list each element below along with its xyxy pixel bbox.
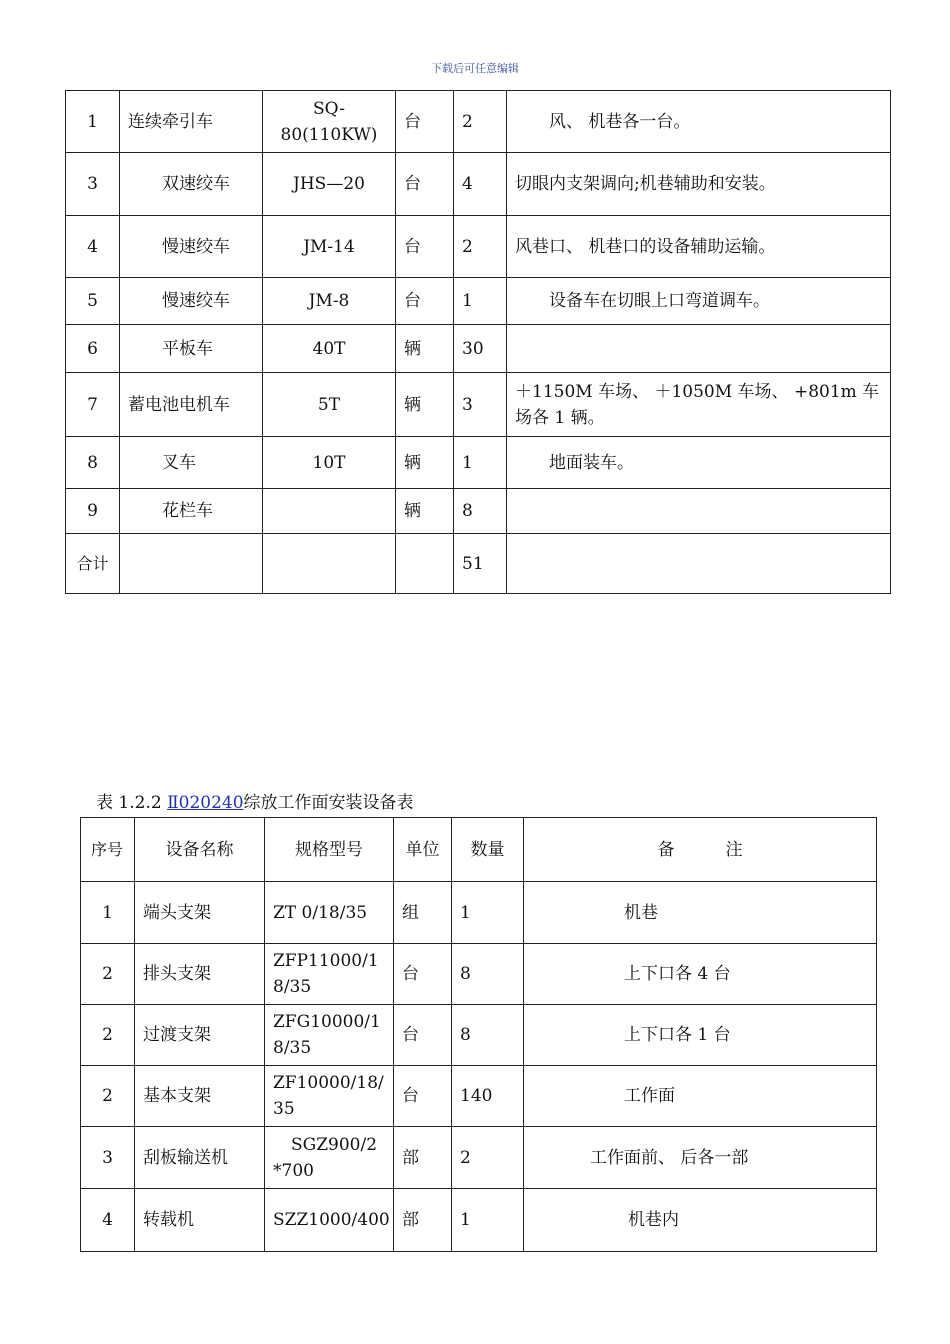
equipment-note: 工作面前、 后各一部 — [524, 1127, 877, 1189]
row-number: 1 — [66, 91, 120, 153]
caption-suffix: 综放工作面安装设备表 — [243, 793, 414, 813]
total-label: 合计 — [66, 534, 120, 594]
row-number: 9 — [66, 489, 120, 534]
equipment-unit: 台 — [396, 91, 454, 153]
equipment-qty: 1 — [452, 1189, 524, 1252]
equipment-table-1 — [65, 90, 891, 594]
equipment-spec: 10T — [263, 437, 396, 489]
equipment-spec: ZFG10000/18/35 — [265, 1005, 394, 1066]
equipment-unit: 组 — [394, 882, 452, 944]
equipment-note — [507, 325, 891, 373]
equipment-spec: 40T — [263, 325, 396, 373]
equipment-spec: SQ-80(110KW) — [263, 91, 396, 153]
equipment-name: 连续牵引车 — [120, 91, 263, 153]
equipment-unit: 部 — [394, 1189, 452, 1252]
caption-link[interactable]: Ⅱ020240 — [167, 793, 244, 813]
equipment-note: 风、 机巷各一台。 — [507, 91, 891, 153]
table-row — [66, 325, 891, 373]
equipment-spec: SZZ1000/400 — [265, 1189, 394, 1252]
row-number: 2 — [81, 1005, 135, 1066]
equipment-spec: ZF10000/18/35 — [265, 1066, 394, 1127]
equipment-name: 基本支架 — [135, 1066, 265, 1127]
row-number: 2 — [81, 1066, 135, 1127]
table-row — [66, 153, 891, 216]
equipment-note: 上下口各 4 台 — [524, 944, 877, 1005]
equipment-note: 机巷内 — [524, 1189, 877, 1252]
equipment-qty: 30 — [454, 325, 507, 373]
equipment-name: 端头支架 — [135, 882, 265, 944]
empty-cell — [507, 534, 891, 594]
caption-prefix: 表 1.2.2 — [96, 793, 168, 813]
table-row — [81, 1066, 877, 1127]
table-row-total — [66, 534, 891, 594]
equipment-qty: 3 — [454, 373, 507, 437]
header-note: 备 注 — [524, 818, 877, 882]
equipment-name: 平板车 — [120, 325, 263, 373]
equipment-unit: 台 — [394, 944, 452, 1005]
equipment-qty: 1 — [454, 437, 507, 489]
equipment-spec: ZT 0/18/35 — [265, 882, 394, 944]
row-number: 4 — [66, 216, 120, 278]
equipment-spec: SGZ900/2*700 — [265, 1127, 394, 1189]
table-row — [66, 91, 891, 153]
equipment-table-2 — [80, 817, 877, 1252]
table-header-row — [81, 818, 877, 882]
row-number: 5 — [66, 278, 120, 325]
table-row — [81, 944, 877, 1005]
equipment-note: 上下口各 1 台 — [524, 1005, 877, 1066]
header-note: 下载后可任意编辑 — [431, 62, 519, 75]
equipment-note: ＋1150M 车场、 ＋1050M 车场、 +801m 车场各 1 辆。 — [507, 373, 891, 437]
row-number: 6 — [66, 325, 120, 373]
row-number: 3 — [66, 153, 120, 216]
equipment-spec: ZFP11000/18/35 — [265, 944, 394, 1005]
table-caption — [96, 788, 414, 813]
equipment-unit: 部 — [394, 1127, 452, 1189]
equipment-qty: 4 — [454, 153, 507, 216]
equipment-name: 排头支架 — [135, 944, 265, 1005]
table-row — [66, 216, 891, 278]
equipment-note — [507, 489, 891, 534]
row-number: 4 — [81, 1189, 135, 1252]
header-name: 设备名称 — [135, 818, 265, 882]
equipment-note: 机巷 — [524, 882, 877, 944]
table-row — [66, 437, 891, 489]
equipment-qty: 2 — [454, 91, 507, 153]
equipment-name: 转载机 — [135, 1189, 265, 1252]
equipment-name: 慢速绞车 — [120, 278, 263, 325]
equipment-unit: 台 — [396, 278, 454, 325]
row-number: 7 — [66, 373, 120, 437]
empty-cell — [120, 534, 263, 594]
equipment-name: 过渡支架 — [135, 1005, 265, 1066]
equipment-unit: 台 — [394, 1005, 452, 1066]
equipment-note: 风巷口、 机巷口的设备辅助运输。 — [507, 216, 891, 278]
row-number: 2 — [81, 944, 135, 1005]
equipment-qty: 1 — [452, 882, 524, 944]
total-qty: 51 — [454, 534, 507, 594]
equipment-note: 切眼内支架调向;机巷辅助和安装。 — [507, 153, 891, 216]
equipment-unit: 台 — [396, 216, 454, 278]
equipment-name: 刮板输送机 — [135, 1127, 265, 1189]
equipment-name: 蓄电池电机车 — [120, 373, 263, 437]
table-row — [66, 373, 891, 437]
equipment-unit: 辆 — [396, 437, 454, 489]
equipment-name: 慢速绞车 — [120, 216, 263, 278]
equipment-note: 地面装车。 — [507, 437, 891, 489]
equipment-unit: 台 — [394, 1066, 452, 1127]
equipment-spec — [263, 489, 396, 534]
equipment-unit: 辆 — [396, 373, 454, 437]
equipment-spec: JM-14 — [263, 216, 396, 278]
equipment-spec: JM-8 — [263, 278, 396, 325]
row-number: 1 — [81, 882, 135, 944]
equipment-name: 叉车 — [120, 437, 263, 489]
equipment-spec: 5T — [263, 373, 396, 437]
equipment-unit: 辆 — [396, 325, 454, 373]
equipment-qty: 140 — [452, 1066, 524, 1127]
empty-cell — [396, 534, 454, 594]
equipment-name: 双速绞车 — [120, 153, 263, 216]
table-row — [81, 1189, 877, 1252]
table-row — [81, 882, 877, 944]
table-row — [66, 489, 891, 534]
equipment-name: 花栏车 — [120, 489, 263, 534]
equipment-unit: 辆 — [396, 489, 454, 534]
table-row — [81, 1005, 877, 1066]
header-qty: 数量 — [452, 818, 524, 882]
equipment-qty: 2 — [454, 216, 507, 278]
empty-cell — [263, 534, 396, 594]
header-unit: 单位 — [394, 818, 452, 882]
equipment-qty: 8 — [452, 944, 524, 1005]
table-row — [81, 1127, 877, 1189]
row-number: 3 — [81, 1127, 135, 1189]
equipment-qty: 1 — [454, 278, 507, 325]
equipment-note: 设备车在切眼上口弯道调车。 — [507, 278, 891, 325]
header-spec: 规格型号 — [265, 818, 394, 882]
equipment-note: 工作面 — [524, 1066, 877, 1127]
header-no: 序号 — [81, 818, 135, 882]
equipment-spec: JHS—20 — [263, 153, 396, 216]
table-row — [66, 278, 891, 325]
equipment-qty: 2 — [452, 1127, 524, 1189]
equipment-qty: 8 — [454, 489, 507, 534]
equipment-unit: 台 — [396, 153, 454, 216]
equipment-qty: 8 — [452, 1005, 524, 1066]
row-number: 8 — [66, 437, 120, 489]
